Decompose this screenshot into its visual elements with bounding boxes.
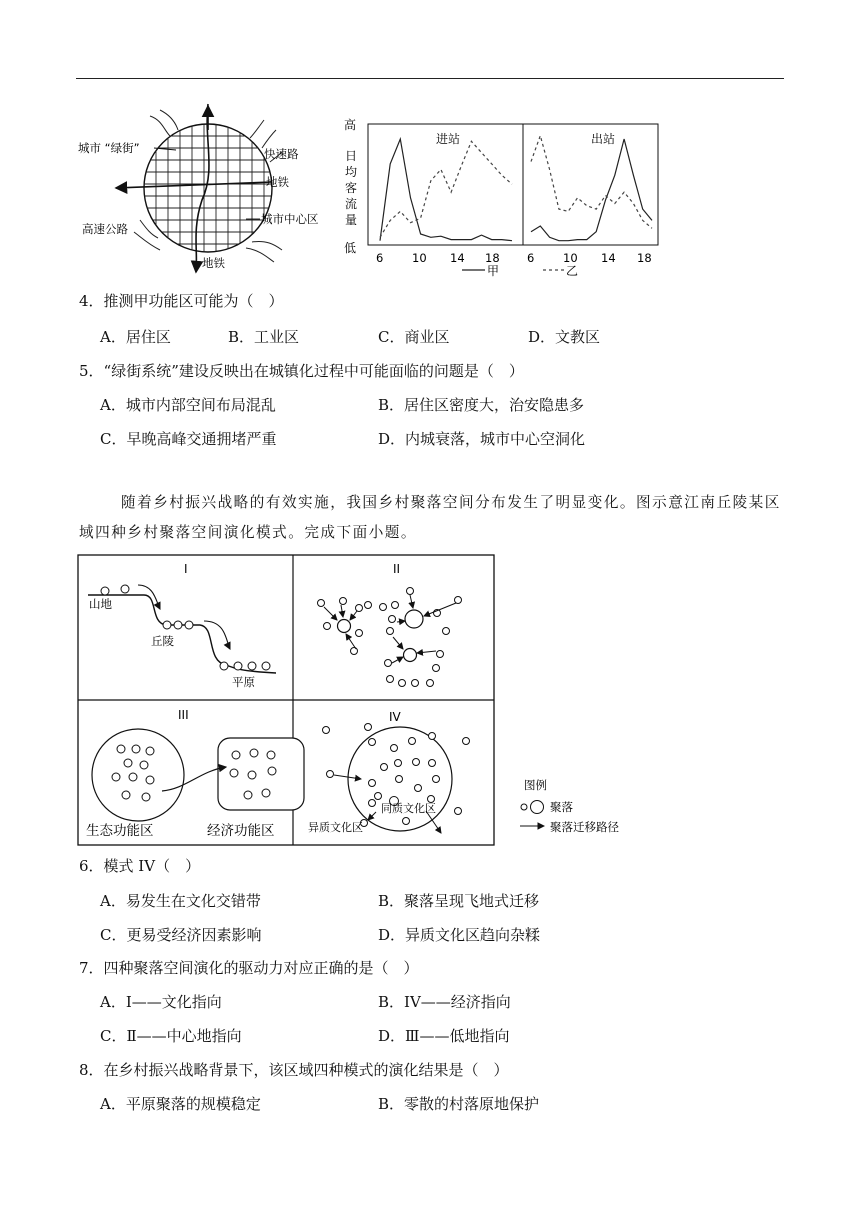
central-settlements <box>338 610 424 662</box>
q5-option-a[interactable]: A．城市内部空间布局混乱 <box>100 396 276 414</box>
legend-settlement-label: 聚落 <box>550 800 573 814</box>
label-subway-right: 地铁 <box>266 175 289 189</box>
question-6-stem: 6．模式 IV（ ） <box>79 857 201 875</box>
q6-option-c[interactable]: C．更易受经济因素影响 <box>100 926 262 944</box>
x-tick: 14 <box>450 251 465 265</box>
q6-option-d[interactable]: D．异质文化区趋向杂糅 <box>378 926 541 944</box>
settlements-scattered <box>318 588 462 687</box>
panel-out-title: 出站 <box>591 132 616 146</box>
y-axis-char: 日 <box>345 149 358 163</box>
label-highway: 高速公路 <box>82 222 128 236</box>
header-rule <box>76 78 784 79</box>
x-tick: 10 <box>412 251 427 265</box>
q5-option-c[interactable]: C．早晚高峰交通拥堵严重 <box>100 430 277 448</box>
q8-option-b[interactable]: B．零散的村落原地保护 <box>378 1095 540 1113</box>
question-7-stem: 7．四种聚落空间演化的驱动力对应正确的是（ ） <box>79 959 419 977</box>
q4-option-a[interactable]: A．居住区 <box>100 328 171 346</box>
q5-option-b[interactable]: B．居住区密度大，治安隐患多 <box>378 396 585 414</box>
settlement-evolution-figure <box>76 553 636 849</box>
panel-iii-label: III <box>178 708 189 722</box>
panel-ii <box>318 562 462 687</box>
q7-option-a[interactable]: A．I——文化指向 <box>100 993 222 1011</box>
panel-i <box>88 562 276 689</box>
label-plain: 平原 <box>232 675 255 689</box>
q8-option-a[interactable]: A．平原聚落的规模稳定 <box>100 1095 261 1113</box>
chart-series <box>380 136 652 241</box>
series-yi-in-line <box>380 141 512 237</box>
x-ticks-right <box>527 251 652 265</box>
question-4-stem: 4．推测甲功能区可能为（ ） <box>79 292 284 310</box>
city-green-street-map <box>76 100 336 280</box>
q7-option-c[interactable]: C．Ⅱ——中心地指向 <box>100 1027 242 1045</box>
label-expressway: 快速路 <box>264 147 299 161</box>
panel-iv-label: IV <box>389 710 401 724</box>
terrain-profile <box>88 595 276 673</box>
migration-arrow-2 <box>204 621 230 649</box>
q4-option-c[interactable]: C．商业区 <box>378 328 450 346</box>
x-tick: 18 <box>485 251 500 265</box>
panel-in-title: 进站 <box>436 132 461 146</box>
reading-passage: 随着乡村振兴战略的有效实施，我国乡村聚落空间分布发生了明显变化。图示意江南丘陵某区域四种乡村聚落空间演化模式。完成下面小题。 <box>79 494 781 541</box>
legend-small-settlement <box>521 804 527 810</box>
label-subway-bottom: 地铁 <box>202 256 225 270</box>
settlements-plain <box>220 662 270 670</box>
legend-jia-label: 甲 <box>487 264 500 278</box>
q5-option-d[interactable]: D．内城衰落，城市中心空洞化 <box>378 430 586 448</box>
y-axis-char: 均 <box>345 165 358 179</box>
passenger-flow-chart <box>340 112 670 284</box>
panel-i-label: I <box>184 562 188 576</box>
q6-option-a[interactable]: A．易发生在文化交错带 <box>100 892 261 910</box>
label-homogeneous: 同质文化区 <box>381 802 436 815</box>
label-eco-zone: 生态功能区 <box>86 823 154 839</box>
x-tick: 18 <box>637 251 652 265</box>
series-yi-out-line <box>531 136 652 229</box>
legend-large-settlement <box>531 801 544 814</box>
q4-option-d[interactable]: D．文教区 <box>528 328 601 346</box>
panel-iv <box>308 710 470 834</box>
series-jia-out-line <box>531 139 652 241</box>
question-5-stem: 5．“绿街系统”建设反映出在城镇化过程中可能面临的问题是（ ） <box>79 362 524 380</box>
y-axis-char: 量 <box>345 213 358 227</box>
panel-ii-label: II <box>393 562 401 576</box>
figure-legend <box>520 778 619 834</box>
y-axis-char: 流 <box>345 197 358 211</box>
y-axis-high-label: 高 <box>344 118 357 132</box>
q7-option-d[interactable]: D．Ⅲ——低地指向 <box>378 1027 510 1045</box>
eco-zone-boundary <box>92 729 184 821</box>
y-axis-label <box>345 149 357 227</box>
q4-option-b[interactable]: B．工业区 <box>228 328 300 346</box>
panel-iii <box>86 708 304 839</box>
legend-yi-label: 乙 <box>566 264 579 278</box>
label-mountain: 山地 <box>89 597 112 611</box>
label-city-center: 城市中心区 <box>261 212 319 226</box>
label-hill: 丘陵 <box>151 634 174 648</box>
x-tick: 6 <box>376 251 384 265</box>
x-tick: 6 <box>527 251 535 265</box>
x-ticks-left <box>376 251 500 265</box>
x-tick: 10 <box>563 251 578 265</box>
x-tick: 14 <box>601 251 616 265</box>
q7-option-b[interactable]: B．IV——经济指向 <box>378 993 511 1011</box>
settlements-mountain <box>101 585 129 595</box>
label-green-street: 城市 “绿街” <box>78 141 140 155</box>
y-axis-char: 客 <box>345 181 358 195</box>
q6-option-b[interactable]: B．聚落呈现飞地式迁移 <box>378 892 540 910</box>
legend-migration-label: 聚落迁移路径 <box>550 820 619 834</box>
question-8-stem: 8．在乡村振兴战略背景下，该区域四种模式的演化结果是（ ） <box>79 1061 509 1079</box>
series-jia-in-line <box>380 139 512 241</box>
legend-title: 图例 <box>524 778 547 792</box>
label-heterogeneous: 异质文化区 <box>308 821 363 834</box>
label-econ-zone: 经济功能区 <box>207 823 275 839</box>
settlements-hill <box>163 621 193 629</box>
y-axis-low-label: 低 <box>344 241 357 255</box>
